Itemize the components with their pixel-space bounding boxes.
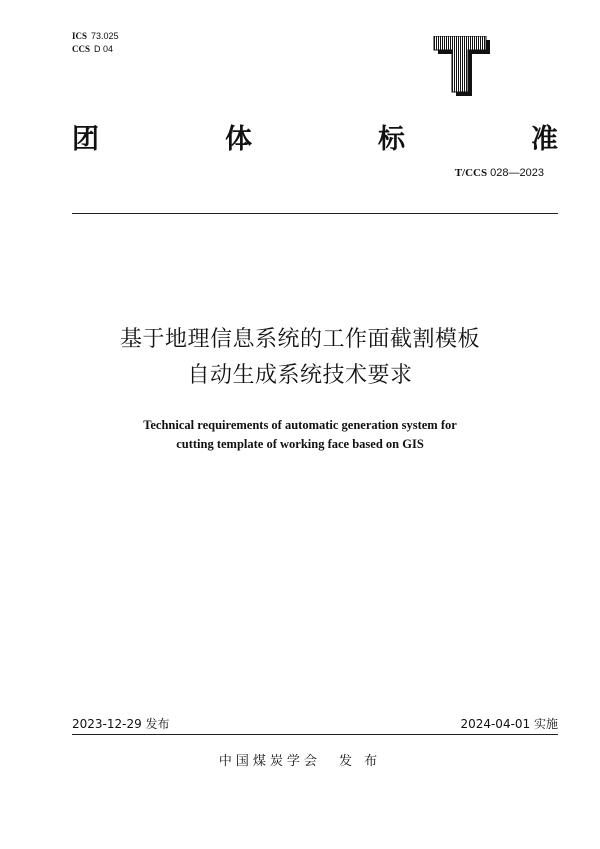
chinese-title xyxy=(0,322,600,394)
publisher-name: 中国煤炭学会 xyxy=(218,754,321,769)
category-char-4: 准 xyxy=(531,123,558,155)
standard-number-code: 028—2023 xyxy=(487,167,544,179)
ccs-value: D 04 xyxy=(94,44,114,54)
issue-date: 2023-12-29 发布 xyxy=(72,717,170,731)
implementation-date: 2024-04-01 实施 xyxy=(460,717,558,731)
publisher xyxy=(0,750,600,769)
ccs-key: CCS xyxy=(72,44,91,54)
standard-number xyxy=(455,166,544,179)
english-title xyxy=(0,416,600,454)
english-title-line-1: Technical requirements of automatic generation system for xyxy=(143,418,457,432)
classification-codes xyxy=(72,30,119,56)
category-char-2: 体 xyxy=(225,123,252,155)
bottom-divider xyxy=(72,734,558,735)
standard-type-t-logo xyxy=(432,36,492,98)
category-char-3: 标 xyxy=(378,123,405,155)
chinese-title-line-1: 基于地理信息系统的工作面截割模板 xyxy=(119,327,480,352)
ccs-code xyxy=(72,43,119,56)
english-title-line-2: cutting template of working face based on GIS xyxy=(176,437,424,451)
publish-word: 发 布 xyxy=(338,754,382,769)
ics-value: 73.025 xyxy=(91,31,119,41)
standard-category-heading xyxy=(72,114,558,158)
ics-key: ICS xyxy=(72,31,88,41)
ics-code xyxy=(72,30,119,43)
top-divider xyxy=(72,213,558,214)
category-char-1: 团 xyxy=(72,123,99,155)
standard-number-prefix: T/CCS xyxy=(454,167,488,179)
chinese-title-line-2: 自动生成系统技术要求 xyxy=(187,363,413,388)
